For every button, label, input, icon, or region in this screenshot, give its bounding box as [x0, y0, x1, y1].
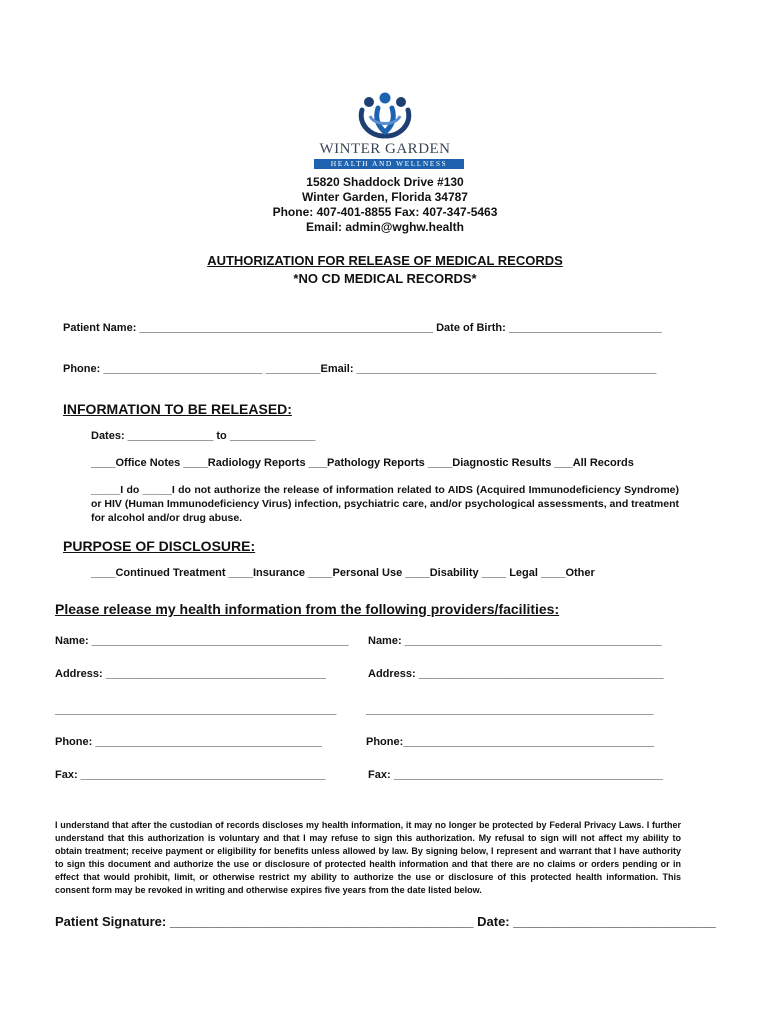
purpose-options[interactable]: ____Continued Treatment ____Insurance ____Personal Use ____Disability ____ Legal ____Other: [91, 567, 595, 579]
information-heading: INFORMATION TO BE RELEASED:: [63, 401, 292, 417]
provider-1-name-field[interactable]: Name: __________________________________________: [55, 635, 349, 647]
patient-phone-email-field[interactable]: Phone: __________________________ _________Email: _________________________________________________: [63, 363, 657, 375]
provider-1-fax-field[interactable]: Fax: ________________________________________: [55, 769, 326, 781]
records-type-options[interactable]: ____Office Notes ____Radiology Reports ___Pathology Reports ____Diagnostic Results ___All Records: [91, 457, 634, 469]
form-title: AUTHORIZATION FOR RELEASE OF MEDICAL RECORDS: [207, 253, 563, 268]
address-line-2: Winter Garden, Florida 34787: [302, 190, 468, 204]
provider-2-address-line-2[interactable]: _______________________________________________: [366, 704, 654, 716]
purpose-heading: PURPOSE OF DISCLOSURE:: [63, 538, 256, 554]
patient-signature-date-field[interactable]: Patient Signature: __________________________________________ Date: ____________________________: [55, 914, 716, 929]
logo-tagline: HEALTH AND WELLNESS: [314, 159, 464, 169]
logo-name: WINTER GARDEN: [319, 141, 451, 157]
provider-1-address-field[interactable]: Address: ____________________________________: [55, 668, 326, 680]
privacy-disclaimer: I understand that after the custodian of records discloses my health information, it may no longer be protected by Federal Privacy Laws. I further understand that this authorization is voluntary and that I may refuse to sign this authorization. My refusal to sign will not affect my ability to obtain treatment; receive payment or eligibility for benefits unless allowed by law. By signing below, I represent and warrant that I have authority to sign this document and authorize the use or disclosure of protected health information and that there are no claims or orders pending or in effect that would prohibit, limit, or otherwise restrict my ability to authorize the use or disclosure of this protected health information. This consent form may be revoked in writing and otherwise expires five years from the date listed below.: [55, 820, 681, 895]
provider-2-phone-field[interactable]: Phone:_________________________________________: [366, 736, 655, 748]
address-phone-fax: Phone: 407-401-8855 Fax: 407-347-5463: [272, 205, 498, 219]
address-email: Email: admin@wghw.health: [306, 220, 464, 234]
sensitive-info-authorization[interactable]: _____I do _____I do not authorize the release of information related to AIDS (Acquired Immunodeficiency Syndrome) or HIV (Human Immunodeficiency Virus) infection, psychiatric care, and/or psychological assessments, and treatment for alcohol and/or drug abuse.: [91, 484, 679, 524]
provider-2-name-field[interactable]: Name: __________________________________________: [368, 635, 662, 647]
provider-1-address-line-2[interactable]: ______________________________________________: [55, 704, 337, 716]
provider-2-fax-field[interactable]: Fax: ____________________________________________: [368, 769, 663, 781]
address-line-1: 15820 Shaddock Drive #130: [306, 175, 464, 189]
form-subtitle: *NO CD MEDICAL RECORDS*: [293, 271, 477, 286]
provider-2-address-field[interactable]: Address: ________________________________________: [368, 668, 664, 680]
patient-name-dob-field[interactable]: Patient Name: ________________________________________________ Date of Birth: _________________________: [63, 322, 662, 334]
provider-1-phone-field[interactable]: Phone: _____________________________________: [55, 736, 322, 748]
dates-field[interactable]: Dates: ______________ to ______________: [91, 430, 316, 442]
providers-heading: Please release my health information from the following providers/facilities:: [55, 601, 560, 617]
